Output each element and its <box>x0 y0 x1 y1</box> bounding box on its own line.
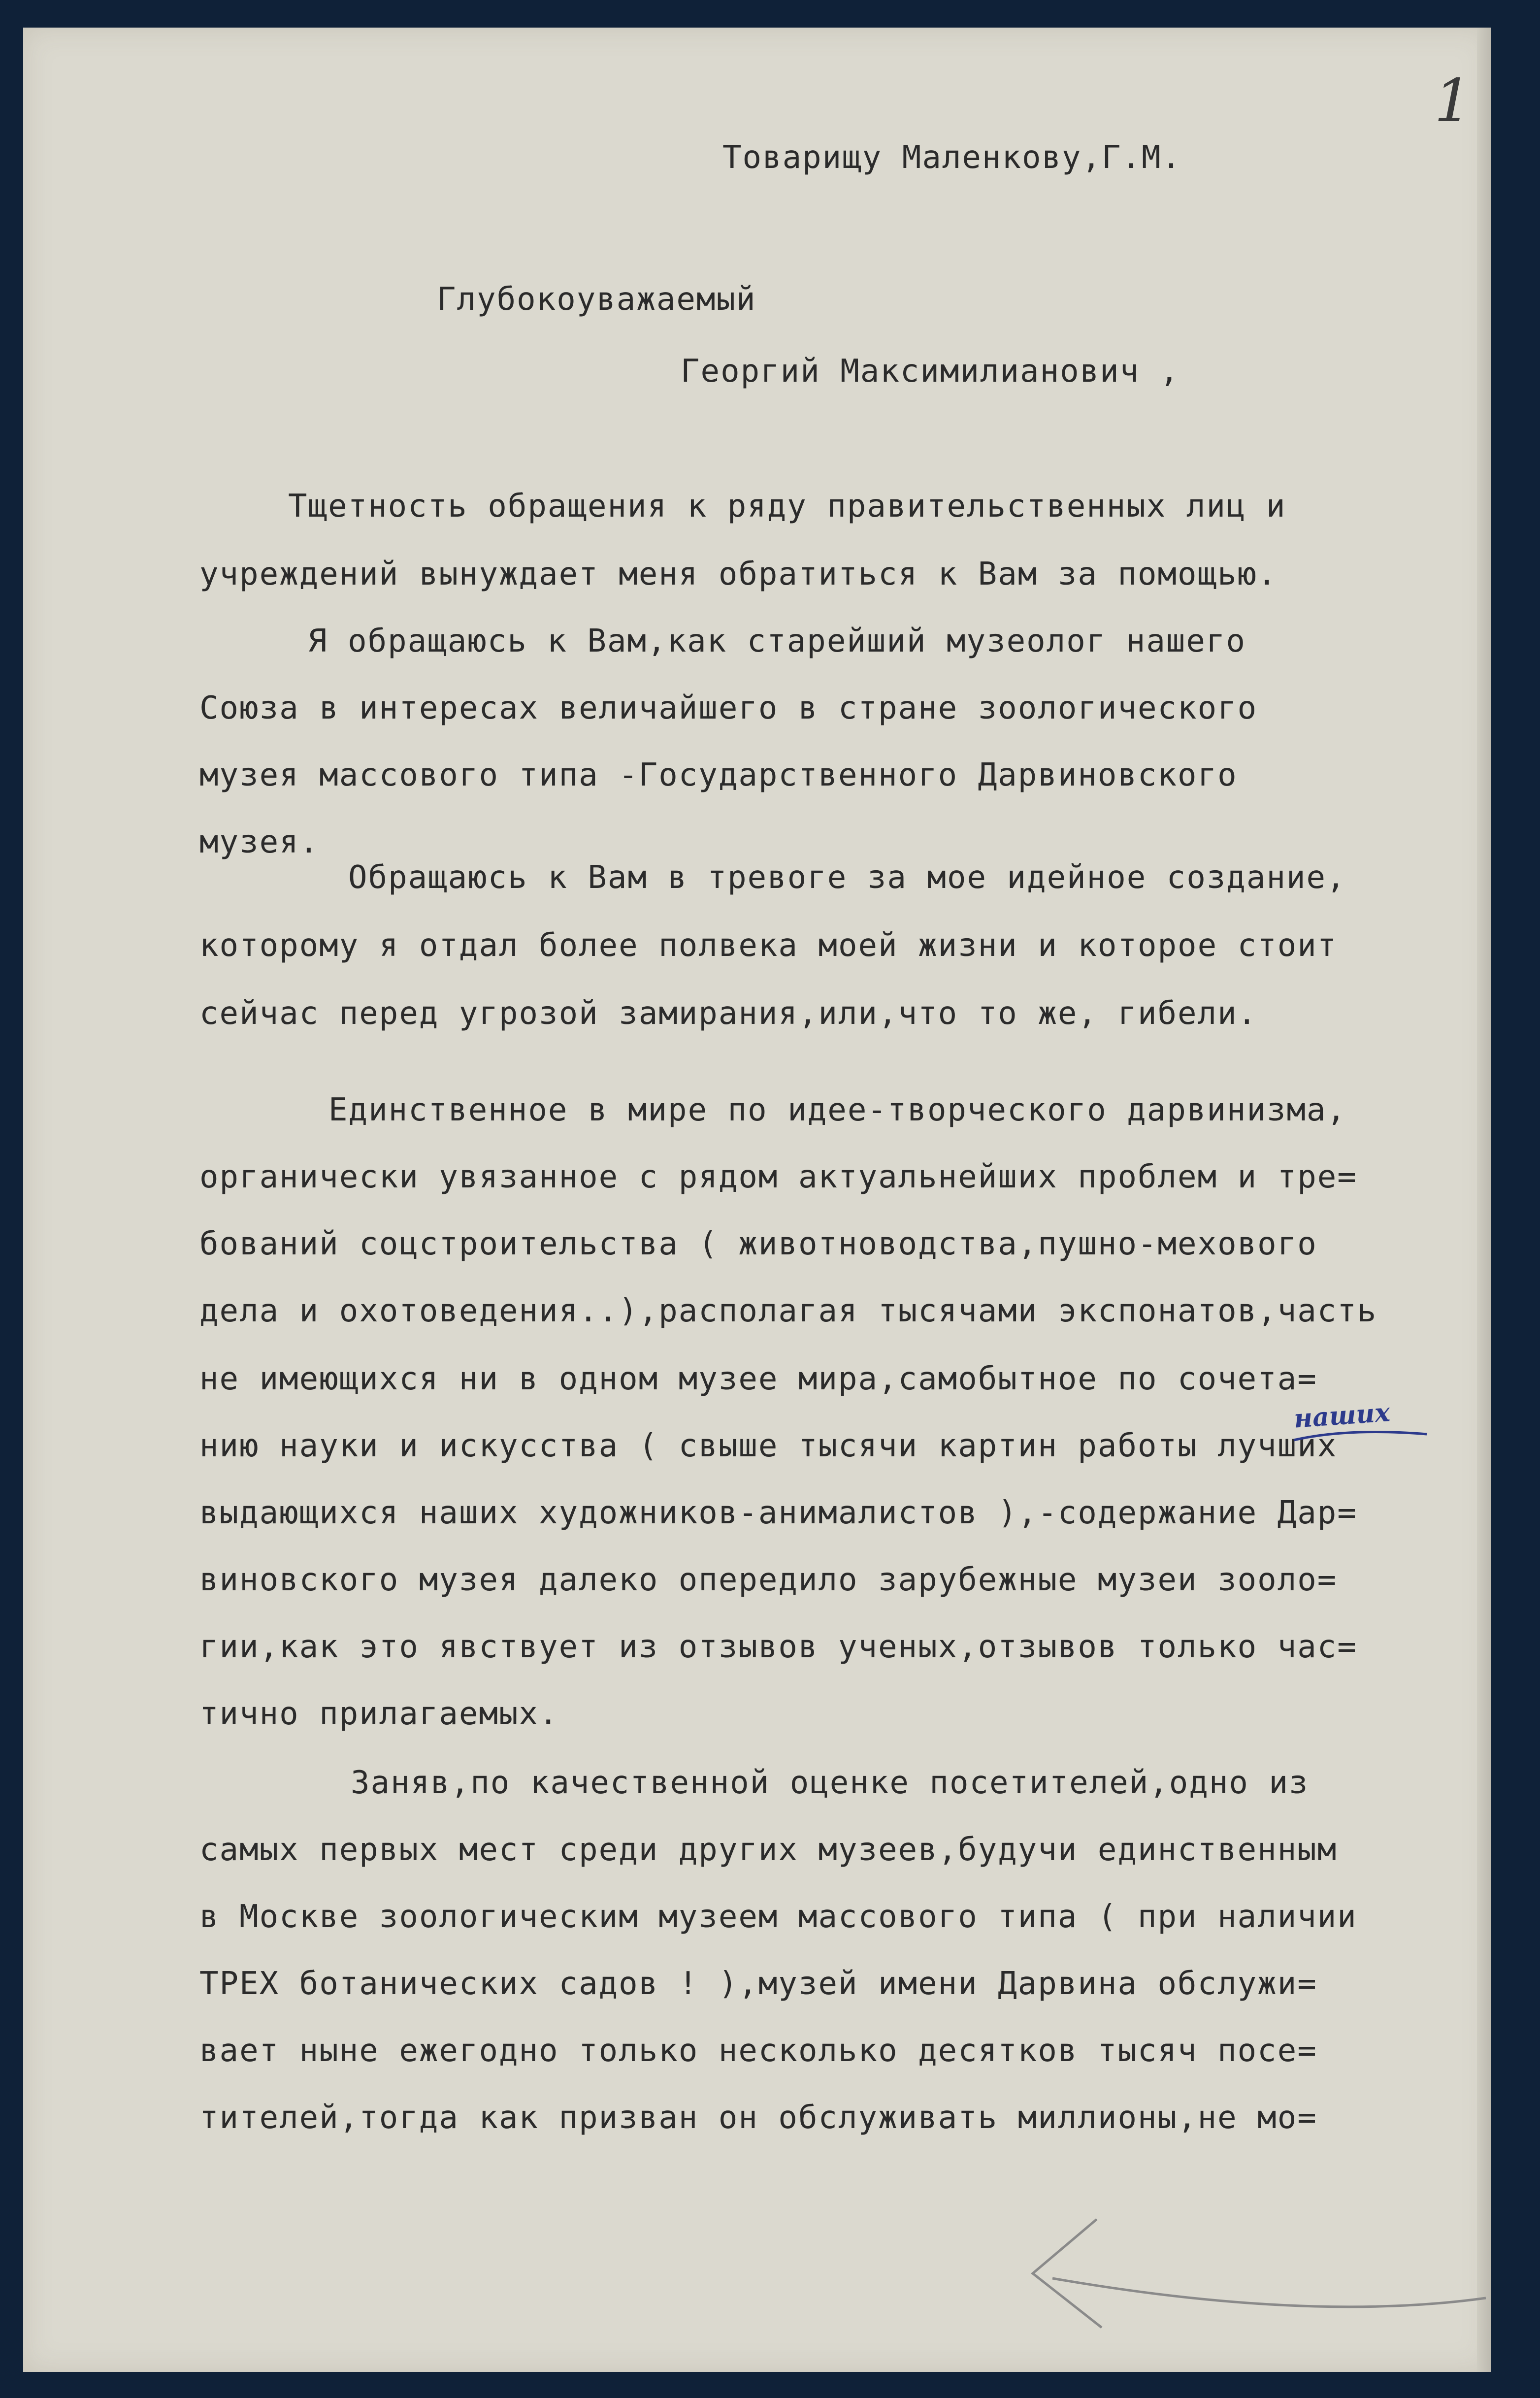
body-line: выдающихся наших художников-анималистов ),-содержание Дар= <box>199 1495 1357 1531</box>
addressee-line: Товарищу Маленкову,Г.М. <box>722 139 1182 176</box>
body-line: музея массового типа -Государственного Дарвиновского <box>199 757 1238 793</box>
body-line: ТРЕХ ботанических садов ! ),музей имени Дарвина обслужи= <box>199 1966 1317 2002</box>
body-line: органически увязанное с рядом актуальнейших проблем и тре= <box>199 1159 1357 1195</box>
handwritten-caret-mark <box>1289 1425 1437 1445</box>
body-line: которому я отдал более полвека моей жизни и которое стоит <box>199 927 1338 964</box>
body-line: не имеющихся ни в одном музее мира,самобытное по сочета= <box>199 1361 1317 1397</box>
salutation-line-1: Глубокоуважаемый <box>437 281 756 318</box>
body-line: Обращаюсь к Вам в тревоге за мое идейное создание, <box>348 859 1346 896</box>
body-line: гии,как это явствует из отзывов ученых,отзывов только час= <box>199 1629 1357 1665</box>
document-page <box>23 28 1491 2372</box>
body-line: дела и охотоведения..),располагая тысячами экспонатов,часть <box>199 1293 1377 1329</box>
handwritten-insertion: наших <box>1293 1397 1391 1434</box>
pencil-arrow-mark <box>1013 2200 1491 2347</box>
body-line: Я обращаюсь к Вам,как старейший музеолог нашего <box>308 623 1246 659</box>
body-line: сейчас перед угрозой замирания,или,что то же, гибели. <box>199 995 1258 1032</box>
body-line: учреждений вынуждает меня обратиться к Вам за помощью. <box>199 556 1278 592</box>
salutation-line-2: Георгий Максимилианович , <box>681 353 1180 390</box>
body-line: Союза в интересах величайшего в стране зоологического <box>199 690 1258 726</box>
body-line: вает ныне ежегодно только несколько десятков тысяч посе= <box>199 2033 1317 2069</box>
body-line: Единственное в мире по идее-творческого дарвинизма, <box>328 1092 1347 1128</box>
body-line: музея. <box>199 824 320 860</box>
body-line: Тщетность обращения к ряду правительственных лиц и <box>288 488 1286 525</box>
page-number: 1 <box>1434 67 1472 135</box>
body-line: нию науки и искусства ( свыше тысячи картин работы лучших <box>199 1428 1338 1464</box>
body-line: виновского музея далеко опередило зарубежные музеи зооло= <box>199 1562 1338 1598</box>
body-line: бований соцстроительства ( животноводства,пушно-мехового <box>199 1226 1317 1262</box>
body-line: тично прилагаемых. <box>199 1696 559 1732</box>
page-edge-shadow <box>1477 28 1491 2372</box>
body-line: тителей,тогда как призван он обслуживать миллионы,не мо= <box>199 2100 1317 2136</box>
body-line: в Москве зоологическим музеем массового типа ( при наличии <box>199 1899 1357 1935</box>
body-line: Заняв,по качественной оценке посетителей,одно из <box>351 1765 1309 1801</box>
body-line: самых первых мест среди других музеев,будучи единственным <box>199 1832 1338 1868</box>
